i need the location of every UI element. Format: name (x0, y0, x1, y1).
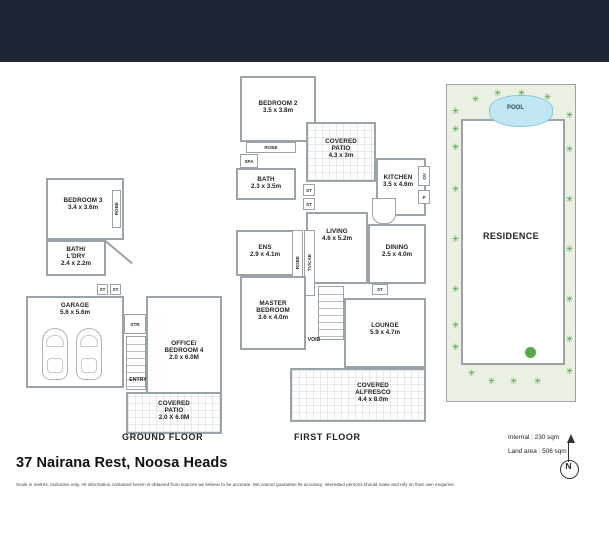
tree-icon: ✳ (451, 142, 460, 152)
tree-icon: ✳ (487, 376, 496, 386)
site-pool-label: POOL (507, 105, 525, 111)
tag-first-robe-1: ROBE (246, 142, 296, 153)
tag-first-st-2: ST (303, 198, 315, 210)
tree-icon: ✳ (509, 376, 518, 386)
car-right (76, 328, 102, 380)
room-label-dining: DINING 2.5 x 4.0m (381, 244, 413, 259)
room-label-covered-patio-first: COVERED PATIO 4.3 x 3m (325, 138, 357, 160)
tree-icon: ✳ (565, 294, 574, 304)
tag-first-ov: OV (418, 166, 430, 186)
tag-ground-st-1: ST (97, 284, 108, 295)
room-label-master-bedroom: MASTER BEDROOM 3.6 x 4.0m (256, 300, 290, 322)
compass-north (556, 434, 582, 478)
tree-icon: ✳ (493, 88, 502, 98)
ground-floor-label: GROUND FLOOR (122, 432, 204, 442)
first-stairs (318, 286, 344, 340)
hall-diagonal-wall (102, 238, 132, 264)
tree-icon: ✳ (565, 110, 574, 120)
tag-first-void: VOID (307, 337, 321, 343)
tag-ground-entry: ENTRY (129, 377, 147, 383)
tree-icon: ✳ (467, 368, 476, 378)
tree-icon: ✳ (533, 376, 542, 386)
tag-ground-str: STR (124, 314, 146, 334)
tree-icon: ✳ (565, 334, 574, 344)
room-label-garage: GARAGE 5.6 x 5.6m (59, 302, 91, 317)
compass-stem (568, 442, 569, 462)
room-label-ens: ENS 2.9 x 4.1m (249, 244, 281, 259)
tree-icon: ✳ (451, 184, 460, 194)
tree-icon: ✳ (543, 92, 552, 102)
tree-icon: ✳ (451, 234, 460, 244)
room-label-office-bedroom-4: OFFICE/ BEDROOM 4 2.0 x 6.0M (164, 340, 204, 362)
property-title: 37 Nairana Rest, Noosa Heads (16, 455, 228, 471)
internal-area-text: Internal : 230 sqm (508, 434, 560, 441)
room-living (306, 212, 368, 284)
tree-icon: ✳ (451, 284, 460, 294)
tag-first-spa: SPA (240, 154, 258, 168)
tag-first-st-1: ST (303, 184, 315, 196)
compass-north-label: N (565, 461, 572, 471)
tree-icon: ✳ (451, 320, 460, 330)
room-label-kitchen: KITCHEN 3.5 x 4.6m (382, 174, 414, 189)
disclaimer-text: Scale in metres. Indicative only. All information contained herein is obtained from sources we believe to be accurate. We cannot guarantee its accuracy. Interested persons should make and rely on their own enquiries. (16, 482, 455, 487)
site-residence-label: RESIDENCE (482, 231, 540, 241)
tree-icon: ✳ (451, 106, 460, 116)
first-floor-label: FIRST FLOOR (294, 432, 361, 442)
room-label-bedroom-3: BEDROOM 3 3.4 x 3.6m (63, 197, 103, 212)
tag-ground-robe: ROBE (112, 190, 121, 228)
land-area-text: Land area : 506 sqm (508, 448, 567, 455)
tree-icon: ✳ (471, 94, 480, 104)
car-left (42, 328, 68, 380)
room-label-bath-ldry: BATH/ L'DRY 2.4 x 2.2m (60, 246, 92, 268)
tree-icon: ✳ (565, 244, 574, 254)
tree-icon: ✳ (565, 366, 574, 376)
top-bar (0, 0, 609, 62)
site-plan (446, 84, 576, 402)
room-label-living: LIVING 4.6 x 5.2m (321, 228, 353, 243)
tree-icon: ✳ (451, 124, 460, 134)
tree-icon: ✳ (565, 144, 574, 154)
room-label-covered-patio-ground: COVERED PATIO 2.0 X 6.0M (158, 400, 190, 422)
tag-ground-st-2: ST (110, 284, 121, 295)
shrub-icon (525, 347, 536, 358)
tree-icon: ✳ (517, 88, 526, 98)
tag-first-p: P (418, 190, 430, 204)
kitchen-island (372, 198, 396, 224)
tree-icon: ✳ (451, 342, 460, 352)
room-label-lounge: LOUNGE 5.9 x 4.7m (369, 322, 401, 337)
site-residence-outline (461, 119, 565, 365)
tree-icon: ✳ (565, 194, 574, 204)
tag-first-st-3: ST (372, 284, 388, 295)
room-label-bedroom-2: BEDROOM 2 3.5 x 3.8m (258, 100, 298, 115)
room-label-bath-first: BATH 2.3 x 3.5m (250, 176, 282, 191)
tag-first-tv-cab: TV/CAB (304, 230, 315, 296)
room-label-covered-alfresco: COVERED ALFRESCO 4.4 x 8.0m (355, 382, 391, 404)
tag-first-robe-2: ROBE (292, 230, 303, 296)
